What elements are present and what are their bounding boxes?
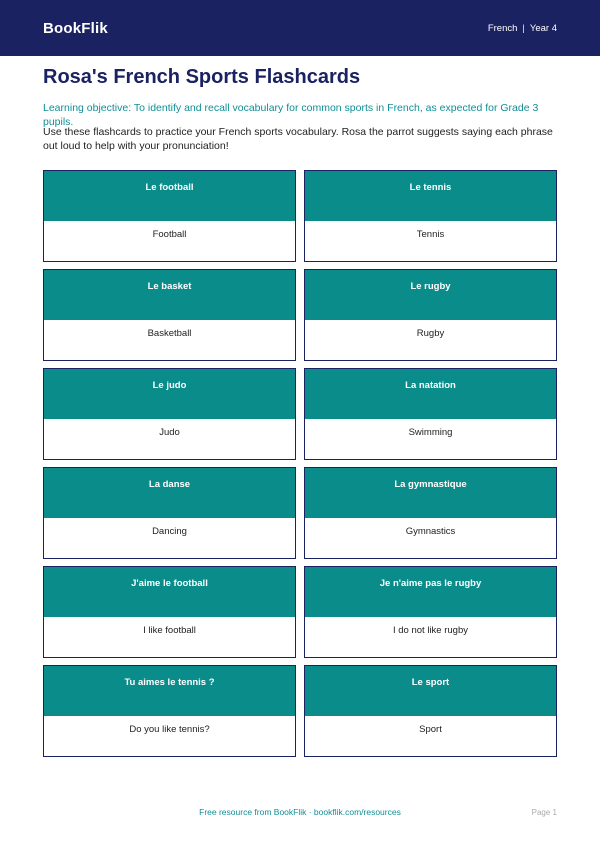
flashcard[interactable] [43,170,296,262]
subject-label: French [487,22,518,34]
flashcard-back: Swimming [305,419,556,459]
flashcard-back: Do you like tennis? [44,716,295,756]
year-label: Year 4 [529,22,557,34]
flashcard[interactable] [43,665,296,757]
flashcard-back: I do not like rugby [305,617,556,657]
flashcard[interactable] [304,269,557,361]
flashcard-back: Gymnastics [305,518,556,558]
learning-objective: Learning objective: To identify and recall vocabulary for common sports in French, as expected for Grade 3 pupils. [43,102,539,128]
header-meta [488,23,557,34]
flashcard[interactable] [304,665,557,757]
flashcard-back: Tennis [305,221,556,261]
flashcard-front: La danse [44,468,295,518]
flashcard-front: Le basket [44,270,295,320]
flashcard-front: Je n'aime pas le rugby [305,567,556,617]
page-title: Rosa's French Sports Flashcards [43,66,361,88]
flashcard-front: Le judo [44,369,295,419]
flashcard[interactable] [304,170,557,262]
flashcard-front: Le football [44,171,295,221]
meta-separator: | [522,22,525,34]
flashcard-back: Judo [44,419,295,459]
flashcard-front: Tu aimes le tennis ? [44,666,295,716]
intro-text: Use these flashcards to practice your French sports vocabulary. Rosa the parrot suggests saying each phrase out loud to help with your pronunciation! [43,126,553,152]
page-number: Page 1 [531,808,557,817]
flashcard-back: I like football [44,617,295,657]
header-bar [0,0,600,56]
flashcard-back: Rugby [305,320,556,360]
flashcard[interactable] [43,467,296,559]
brand-logo[interactable]: BookFlik [43,19,108,37]
flashcard-front: J'aime le football [44,567,295,617]
flashcard[interactable] [43,269,296,361]
flashcard-front: La gymnastique [305,468,556,518]
footer-resource-link[interactable] [0,807,600,817]
footer-resource-text[interactable]: Free resource from BookFlik · bookflik.com/resources [199,807,401,817]
flashcard-grid [43,170,557,757]
flashcard-back: Basketball [44,320,295,360]
flashcard[interactable] [43,368,296,460]
flashcard-back: Sport [305,716,556,756]
flashcard-front: Le tennis [305,171,556,221]
flashcard[interactable] [304,566,557,658]
flashcard[interactable] [304,467,557,559]
flashcard-back: Football [44,221,295,261]
flashcard[interactable] [304,368,557,460]
flashcard-front: Le rugby [305,270,556,320]
flashcard-back: Dancing [44,518,295,558]
flashcard-front: La natation [305,369,556,419]
flashcard-front: Le sport [305,666,556,716]
flashcard[interactable] [43,566,296,658]
